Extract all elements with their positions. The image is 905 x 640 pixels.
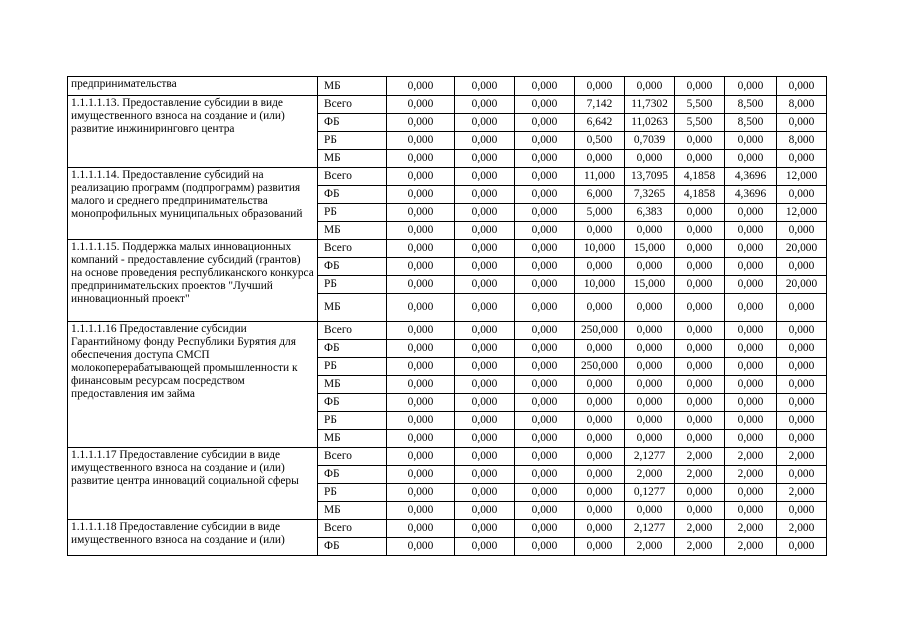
amount-cell: 0,000 (455, 204, 515, 222)
amount-cell: 0,000 (455, 150, 515, 168)
amount-cell: 5,500 (675, 96, 725, 114)
funding-source: ФБ (318, 394, 387, 412)
amount-cell: 0,000 (725, 150, 777, 168)
amount-cell: 0,000 (625, 412, 675, 430)
budget-table (67, 76, 827, 556)
amount-cell: 0,000 (675, 376, 725, 394)
amount-cell: 0,000 (777, 322, 827, 340)
funding-source: МБ (318, 222, 387, 240)
amount-cell: 0,000 (625, 502, 675, 520)
amount-cell: 0,000 (515, 340, 575, 358)
funding-source: Всего (318, 240, 387, 258)
amount-cell: 0,000 (455, 186, 515, 204)
amount-cell: 2,000 (625, 466, 675, 484)
amount-cell: 0,000 (515, 77, 575, 96)
amount-cell: 0,000 (725, 394, 777, 412)
amount-cell: 0,000 (387, 258, 455, 276)
amount-cell: 0,000 (387, 96, 455, 114)
amount-cell: 2,000 (725, 448, 777, 466)
amount-cell: 2,000 (725, 466, 777, 484)
amount-cell: 0,000 (515, 186, 575, 204)
funding-source: Всего (318, 520, 387, 538)
amount-cell: 2,000 (725, 520, 777, 538)
amount-cell: 0,000 (455, 240, 515, 258)
amount-cell: 0,000 (675, 294, 725, 322)
amount-cell: 0,000 (777, 358, 827, 376)
amount-cell: 0,7039 (625, 132, 675, 150)
funding-source: ФБ (318, 538, 387, 556)
amount-cell: 0,000 (387, 150, 455, 168)
amount-cell: 4,3696 (725, 186, 777, 204)
amount-cell: 5,000 (575, 204, 625, 222)
amount-cell: 0,000 (387, 168, 455, 186)
amount-cell: 0,000 (515, 538, 575, 556)
funding-source: МБ (318, 502, 387, 520)
amount-cell: 2,1277 (625, 448, 675, 466)
amount-cell: 2,000 (777, 520, 827, 538)
funding-source: ФБ (318, 340, 387, 358)
measure-description: 1.1.1.1.18 Предоставление субсидии в виде имущественного взноса на создание и (или) (68, 520, 318, 556)
amount-cell: 0,000 (725, 132, 777, 150)
amount-cell: 0,000 (455, 132, 515, 150)
amount-cell: 0,000 (455, 168, 515, 186)
measure-description: 1.1.1.1.15. Поддержка малых инновационных компаний - предоставление субсидий (грантов) на основе проведения республиканского конкурса предпринимательских проектов "Лучший инновационный проект" (68, 240, 318, 322)
amount-cell: 0,000 (515, 430, 575, 448)
amount-cell: 0,000 (575, 448, 625, 466)
amount-cell: 0,000 (675, 394, 725, 412)
funding-source: Всего (318, 96, 387, 114)
table-row (68, 96, 827, 114)
amount-cell: 0,000 (387, 484, 455, 502)
amount-cell: 0,000 (515, 114, 575, 132)
table-row (68, 448, 827, 466)
amount-cell: 0,000 (675, 77, 725, 96)
amount-cell: 2,000 (675, 520, 725, 538)
funding-source: РБ (318, 204, 387, 222)
amount-cell: 0,000 (625, 358, 675, 376)
amount-cell: 0,000 (725, 240, 777, 258)
amount-cell: 0,000 (725, 322, 777, 340)
amount-cell: 0,000 (387, 412, 455, 430)
measure-description: 1.1.1.1.16 Предоставление субсидии Гарантийному фонду Республики Бурятия для обеспечения доступа СМСП молокоперерабатывающей промышленности к финансовым ресурсам посредством предоставления им займа (68, 322, 318, 448)
amount-cell: 0,000 (625, 222, 675, 240)
amount-cell: 0,000 (575, 394, 625, 412)
amount-cell: 0,000 (515, 502, 575, 520)
amount-cell: 0,000 (777, 77, 827, 96)
amount-cell: 20,000 (777, 240, 827, 258)
amount-cell: 0,000 (387, 240, 455, 258)
amount-cell: 0,000 (387, 430, 455, 448)
amount-cell: 4,1858 (675, 168, 725, 186)
amount-cell: 0,000 (575, 150, 625, 168)
amount-cell: 6,000 (575, 186, 625, 204)
amount-cell: 0,000 (675, 132, 725, 150)
amount-cell: 0,000 (515, 132, 575, 150)
amount-cell: 0,000 (625, 77, 675, 96)
amount-cell: 0,000 (625, 340, 675, 358)
amount-cell: 0,000 (725, 412, 777, 430)
amount-cell: 0,000 (387, 114, 455, 132)
amount-cell: 0,000 (455, 294, 515, 322)
amount-cell: 0,000 (455, 430, 515, 448)
amount-cell: 0,000 (387, 186, 455, 204)
amount-cell: 0,000 (777, 340, 827, 358)
amount-cell: 0,000 (777, 376, 827, 394)
amount-cell: 0,000 (455, 484, 515, 502)
amount-cell: 0,000 (455, 77, 515, 96)
amount-cell: 11,7302 (625, 96, 675, 114)
amount-cell: 0,000 (675, 358, 725, 376)
amount-cell: 0,000 (387, 376, 455, 394)
funding-source: МБ (318, 376, 387, 394)
amount-cell: 0,000 (675, 412, 725, 430)
amount-cell: 0,000 (387, 276, 455, 294)
amount-cell: 0,000 (575, 412, 625, 430)
amount-cell: 0,000 (387, 204, 455, 222)
amount-cell: 250,000 (575, 358, 625, 376)
amount-cell: 0,000 (725, 258, 777, 276)
amount-cell: 2,000 (777, 484, 827, 502)
amount-cell: 5,500 (675, 114, 725, 132)
funding-source: ФБ (318, 114, 387, 132)
amount-cell: 0,000 (455, 448, 515, 466)
funding-source: МБ (318, 430, 387, 448)
amount-cell: 0,000 (675, 340, 725, 358)
amount-cell: 0,000 (725, 204, 777, 222)
amount-cell: 0,000 (575, 484, 625, 502)
amount-cell: 2,1277 (625, 520, 675, 538)
amount-cell: 0,000 (515, 96, 575, 114)
amount-cell: 11,0263 (625, 114, 675, 132)
amount-cell: 0,000 (515, 394, 575, 412)
amount-cell: 0,000 (625, 322, 675, 340)
table-row (68, 520, 827, 538)
amount-cell: 0,000 (387, 520, 455, 538)
amount-cell: 12,000 (777, 204, 827, 222)
amount-cell: 13,7095 (625, 168, 675, 186)
amount-cell: 0,000 (675, 430, 725, 448)
table-row (68, 240, 827, 258)
amount-cell: 0,000 (725, 77, 777, 96)
measure-description: 1.1.1.1.17 Предоставление субсидии в виде имущественного взноса на создание и (или) развитие центра инноваций социальной сферы (68, 448, 318, 520)
amount-cell: 8,000 (777, 96, 827, 114)
funding-source: Всего (318, 168, 387, 186)
funding-source: ФБ (318, 186, 387, 204)
amount-cell: 0,000 (625, 258, 675, 276)
amount-cell: 0,000 (777, 186, 827, 204)
amount-cell: 0,000 (777, 538, 827, 556)
funding-source: РБ (318, 484, 387, 502)
amount-cell: 8,500 (725, 114, 777, 132)
amount-cell: 2,000 (675, 448, 725, 466)
amount-cell: 0,000 (387, 394, 455, 412)
amount-cell: 0,000 (455, 502, 515, 520)
funding-source: Всего (318, 448, 387, 466)
measure-description: предпринимательства (68, 77, 318, 96)
amount-cell: 0,000 (725, 276, 777, 294)
amount-cell: 0,000 (777, 412, 827, 430)
table-row (68, 77, 827, 96)
amount-cell: 0,000 (515, 258, 575, 276)
amount-cell: 0,000 (675, 322, 725, 340)
amount-cell: 6,383 (625, 204, 675, 222)
amount-cell: 0,000 (625, 150, 675, 168)
amount-cell: 0,000 (455, 520, 515, 538)
amount-cell: 0,000 (515, 168, 575, 186)
amount-cell: 0,000 (515, 276, 575, 294)
amount-cell: 0,000 (575, 77, 625, 96)
amount-cell: 0,000 (675, 276, 725, 294)
amount-cell: 20,000 (777, 276, 827, 294)
funding-source: МБ (318, 150, 387, 168)
amount-cell: 0,000 (575, 258, 625, 276)
amount-cell: 0,000 (387, 322, 455, 340)
amount-cell: 0,000 (575, 430, 625, 448)
amount-cell: 4,1858 (675, 186, 725, 204)
measure-description: 1.1.1.1.13. Предоставление субсидии в виде имущественного взноса на создание и (или) развитие инжиниринговго центра (68, 96, 318, 168)
amount-cell: 0,000 (725, 502, 777, 520)
amount-cell: 0,000 (455, 376, 515, 394)
funding-source: РБ (318, 412, 387, 430)
amount-cell: 0,000 (725, 376, 777, 394)
amount-cell: 0,000 (387, 502, 455, 520)
amount-cell: 7,3265 (625, 186, 675, 204)
amount-cell: 0,000 (515, 222, 575, 240)
amount-cell: 0,000 (725, 484, 777, 502)
table-body (68, 77, 827, 556)
amount-cell: 0,000 (625, 430, 675, 448)
amount-cell: 10,000 (575, 240, 625, 258)
amount-cell: 0,000 (675, 240, 725, 258)
amount-cell: 2,000 (675, 466, 725, 484)
amount-cell: 0,000 (777, 466, 827, 484)
amount-cell: 0,000 (625, 294, 675, 322)
amount-cell: 0,000 (515, 240, 575, 258)
amount-cell: 6,642 (575, 114, 625, 132)
amount-cell: 0,000 (725, 294, 777, 322)
amount-cell: 0,000 (455, 340, 515, 358)
amount-cell: 0,000 (777, 258, 827, 276)
amount-cell: 0,500 (575, 132, 625, 150)
amount-cell: 0,000 (515, 448, 575, 466)
table-row (68, 168, 827, 186)
amount-cell: 2,000 (725, 538, 777, 556)
amount-cell: 8,000 (777, 132, 827, 150)
amount-cell: 11,000 (575, 168, 625, 186)
amount-cell: 0,000 (387, 538, 455, 556)
amount-cell: 0,000 (777, 430, 827, 448)
amount-cell: 0,000 (675, 502, 725, 520)
amount-cell: 0,000 (675, 222, 725, 240)
funding-source: РБ (318, 132, 387, 150)
table-row (68, 322, 827, 340)
amount-cell: 0,000 (575, 222, 625, 240)
funding-source: РБ (318, 358, 387, 376)
amount-cell: 0,000 (725, 430, 777, 448)
amount-cell: 0,1277 (625, 484, 675, 502)
amount-cell: 2,000 (675, 538, 725, 556)
amount-cell: 0,000 (455, 222, 515, 240)
amount-cell: 12,000 (777, 168, 827, 186)
amount-cell: 0,000 (387, 222, 455, 240)
amount-cell: 0,000 (455, 114, 515, 132)
funding-source: РБ (318, 276, 387, 294)
amount-cell: 15,000 (625, 240, 675, 258)
amount-cell: 0,000 (515, 520, 575, 538)
funding-source: МБ (318, 77, 387, 96)
funding-source: ФБ (318, 258, 387, 276)
amount-cell: 0,000 (575, 538, 625, 556)
amount-cell: 0,000 (675, 204, 725, 222)
amount-cell: 0,000 (387, 132, 455, 150)
amount-cell: 0,000 (455, 358, 515, 376)
amount-cell: 0,000 (625, 394, 675, 412)
amount-cell: 0,000 (777, 222, 827, 240)
amount-cell: 0,000 (515, 484, 575, 502)
amount-cell: 0,000 (455, 276, 515, 294)
funding-source: Всего (318, 322, 387, 340)
amount-cell: 0,000 (777, 114, 827, 132)
amount-cell: 0,000 (725, 222, 777, 240)
amount-cell: 0,000 (455, 258, 515, 276)
amount-cell: 0,000 (387, 294, 455, 322)
amount-cell: 0,000 (575, 340, 625, 358)
funding-source: МБ (318, 294, 387, 322)
amount-cell: 0,000 (515, 294, 575, 322)
amount-cell: 0,000 (515, 322, 575, 340)
amount-cell: 0,000 (625, 376, 675, 394)
measure-description: 1.1.1.1.14. Предоставление субсидий на реализацию программ (подпрограмм) развития малого и среднего предпринимательства монопрофильных муниципальных образований (68, 168, 318, 240)
amount-cell: 0,000 (455, 538, 515, 556)
amount-cell: 0,000 (387, 448, 455, 466)
amount-cell: 0,000 (675, 484, 725, 502)
amount-cell: 0,000 (455, 412, 515, 430)
amount-cell: 0,000 (515, 466, 575, 484)
amount-cell: 0,000 (575, 376, 625, 394)
amount-cell: 0,000 (777, 150, 827, 168)
amount-cell: 0,000 (387, 466, 455, 484)
amount-cell: 0,000 (515, 412, 575, 430)
amount-cell: 0,000 (777, 394, 827, 412)
amount-cell: 0,000 (455, 466, 515, 484)
amount-cell: 0,000 (387, 77, 455, 96)
amount-cell: 0,000 (455, 322, 515, 340)
amount-cell: 0,000 (515, 358, 575, 376)
amount-cell: 2,000 (625, 538, 675, 556)
amount-cell: 2,000 (777, 448, 827, 466)
amount-cell: 0,000 (455, 96, 515, 114)
amount-cell: 0,000 (387, 340, 455, 358)
amount-cell: 0,000 (515, 150, 575, 168)
amount-cell: 0,000 (725, 340, 777, 358)
amount-cell: 10,000 (575, 276, 625, 294)
amount-cell: 0,000 (515, 204, 575, 222)
amount-cell: 0,000 (675, 150, 725, 168)
amount-cell: 0,000 (515, 376, 575, 394)
amount-cell: 4,3696 (725, 168, 777, 186)
amount-cell: 0,000 (675, 258, 725, 276)
amount-cell: 0,000 (575, 520, 625, 538)
amount-cell: 250,000 (575, 322, 625, 340)
amount-cell: 0,000 (575, 294, 625, 322)
amount-cell: 0,000 (575, 466, 625, 484)
amount-cell: 15,000 (625, 276, 675, 294)
amount-cell: 8,500 (725, 96, 777, 114)
amount-cell: 0,000 (455, 394, 515, 412)
amount-cell: 0,000 (777, 502, 827, 520)
amount-cell: 0,000 (777, 294, 827, 322)
amount-cell: 0,000 (725, 358, 777, 376)
amount-cell: 7,142 (575, 96, 625, 114)
amount-cell: 0,000 (575, 502, 625, 520)
funding-source: ФБ (318, 466, 387, 484)
amount-cell: 0,000 (387, 358, 455, 376)
